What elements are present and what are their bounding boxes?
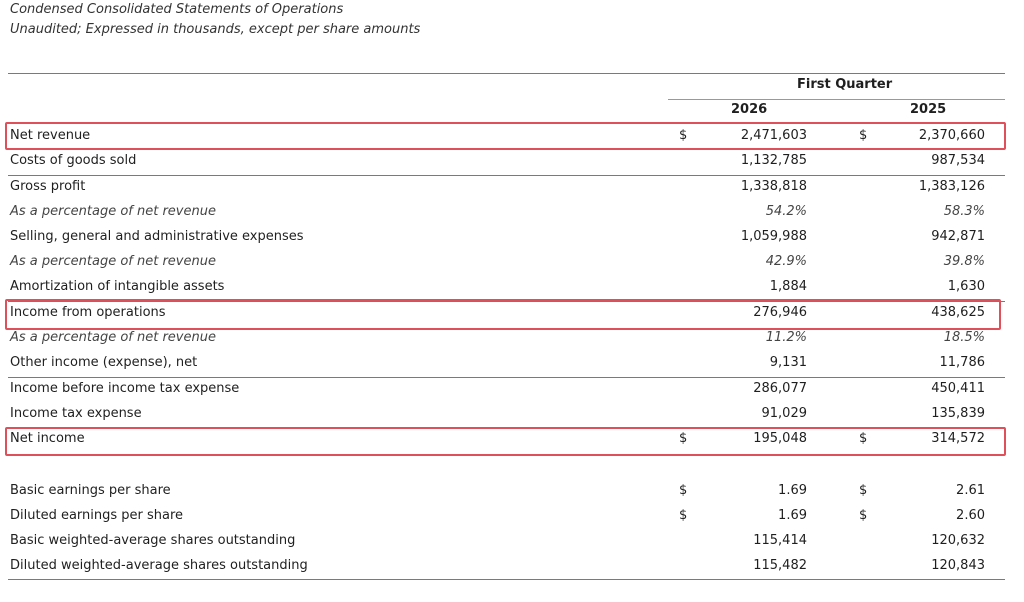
top-rule — [8, 73, 1005, 74]
value-2025: 135,839 — [931, 406, 985, 421]
value-2026: 276,946 — [753, 305, 807, 320]
value-2026: 115,414 — [753, 533, 807, 548]
header-bottom-rule — [668, 122, 1005, 123]
table-row — [0, 504, 1024, 528]
value-2026: 11.2% — [765, 330, 807, 345]
value-2025: 450,411 — [931, 381, 985, 396]
value-2025: 39.8% — [943, 254, 985, 269]
table-row — [0, 275, 1024, 299]
value-2026: 42.9% — [765, 254, 807, 269]
value-2026: 1,338,818 — [740, 179, 807, 194]
table-row — [0, 200, 1024, 224]
value-2025: 120,843 — [931, 558, 985, 573]
value-2025: 2.60 — [956, 508, 985, 523]
row-label: Income tax expense — [10, 406, 142, 421]
value-2025: 11,786 — [939, 355, 985, 370]
value-2026: 54.2% — [765, 204, 807, 219]
row-label: Selling, general and administrative expenses — [10, 229, 304, 244]
table-row — [0, 326, 1024, 350]
table-row — [0, 402, 1024, 426]
value-2026: 115,482 — [753, 558, 807, 573]
value-2025: 1,383,126 — [918, 179, 985, 194]
row-label: Basic weighted-average shares outstanding — [10, 533, 296, 548]
column-group-header: First Quarter — [797, 77, 893, 92]
value-2025: 314,572 — [931, 431, 985, 446]
row-label: Gross profit — [10, 179, 86, 194]
row-label: Amortization of intangible assets — [10, 279, 225, 294]
table-row — [0, 427, 1024, 451]
column-group-rule — [668, 99, 1005, 100]
column-header-2025: 2025 — [910, 102, 947, 117]
value-2026: 286,077 — [753, 381, 807, 396]
row-label: As a percentage of net revenue — [10, 204, 216, 219]
value-2025: 18.5% — [943, 330, 985, 345]
row-label: Income from operations — [10, 305, 166, 320]
table-row — [0, 377, 1024, 401]
table-row — [0, 225, 1024, 249]
value-2025: 2.61 — [956, 483, 985, 498]
table-row — [0, 149, 1024, 173]
value-2026: 1,059,988 — [740, 229, 807, 244]
table-row — [0, 529, 1024, 553]
row-label: Diluted earnings per share — [10, 508, 184, 523]
statement-subtitle: Unaudited; Expressed in thousands, except per share amounts — [10, 22, 421, 37]
row-label: Net income — [10, 431, 85, 446]
currency-symbol-2026: $ — [679, 483, 688, 498]
row-label: Other income (expense), net — [10, 355, 198, 370]
bottom-rule — [8, 579, 1005, 580]
value-2025: 987,534 — [931, 153, 985, 168]
row-label: Income before income tax expense — [10, 381, 240, 396]
value-2025: 120,632 — [931, 533, 985, 548]
value-2026: 1,884 — [769, 279, 807, 294]
row-label: Basic earnings per share — [10, 483, 171, 498]
row-label: As a percentage of net revenue — [10, 254, 216, 269]
table-row — [0, 124, 1024, 148]
column-header-2026: 2026 — [731, 102, 768, 117]
currency-symbol-2025: $ — [859, 508, 868, 523]
table-row — [0, 301, 1024, 325]
value-2026: 1.69 — [778, 508, 807, 523]
currency-symbol-2026: $ — [679, 431, 688, 446]
currency-symbol-2026: $ — [679, 128, 688, 143]
table-row — [0, 554, 1024, 578]
table-row — [0, 479, 1024, 503]
row-label: Diluted weighted-average shares outstanding — [10, 558, 308, 573]
value-2026: 1,132,785 — [740, 153, 807, 168]
value-2025: 2,370,660 — [918, 128, 985, 143]
value-2025: 438,625 — [931, 305, 985, 320]
table-row — [0, 250, 1024, 274]
value-2026: 2,471,603 — [740, 128, 807, 143]
currency-symbol-2025: $ — [859, 128, 868, 143]
value-2025: 1,630 — [947, 279, 985, 294]
table-row — [0, 175, 1024, 199]
currency-symbol-2025: $ — [859, 483, 868, 498]
statement-title: Condensed Consolidated Statements of Operations — [10, 2, 344, 17]
row-label: Costs of goods sold — [10, 153, 137, 168]
table-row — [0, 351, 1024, 375]
value-2026: 1.69 — [778, 483, 807, 498]
value-2026: 9,131 — [769, 355, 807, 370]
value-2026: 195,048 — [753, 431, 807, 446]
value-2025: 942,871 — [931, 229, 985, 244]
value-2026: 91,029 — [761, 406, 807, 421]
value-2025: 58.3% — [943, 204, 985, 219]
row-label: As a percentage of net revenue — [10, 330, 216, 345]
currency-symbol-2025: $ — [859, 431, 868, 446]
currency-symbol-2026: $ — [679, 508, 688, 523]
row-label: Net revenue — [10, 128, 91, 143]
